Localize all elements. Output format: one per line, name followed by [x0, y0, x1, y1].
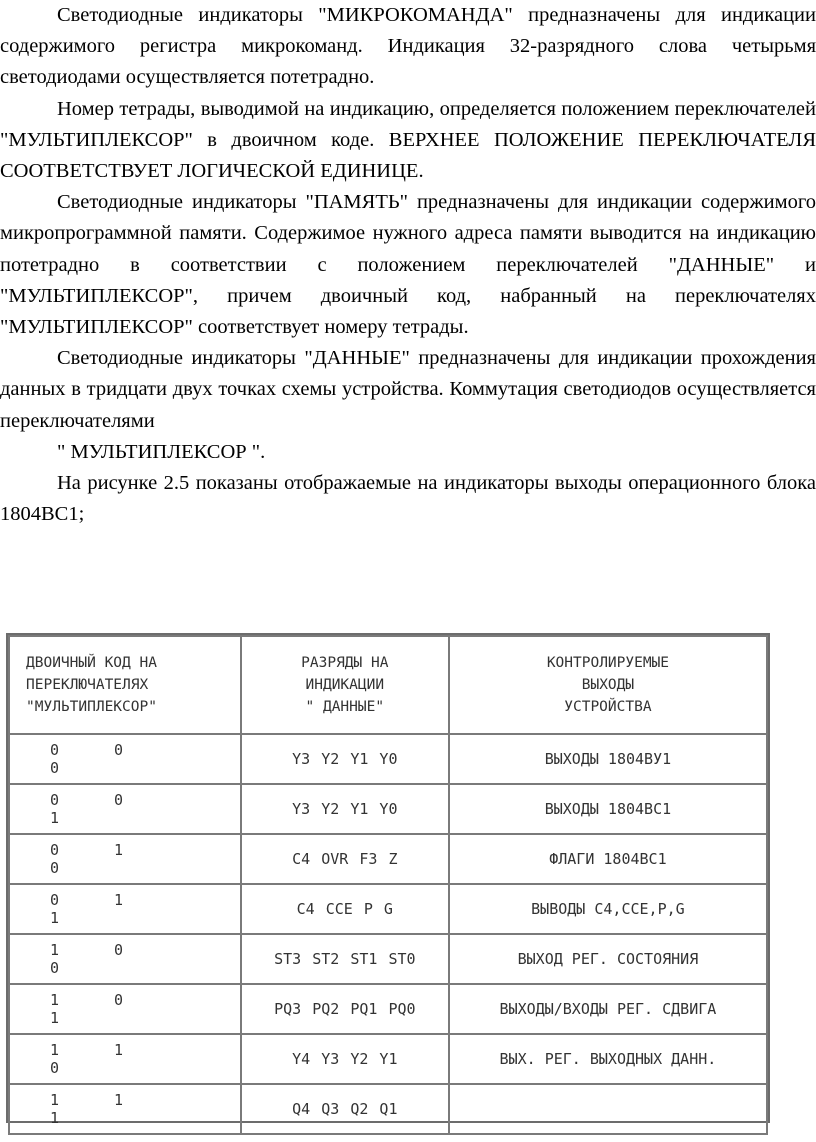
binary-code-cell: 1 01	[9, 984, 241, 1034]
table-row	[9, 1084, 767, 1134]
binary-code-cell: 0 11	[9, 884, 241, 934]
outputs-cell: ВЫХ. РЕГ. ВЫХОДНЫХ ДАНН.	[449, 1034, 767, 1084]
paragraph-multiplexer-position: Номер тетрады, выводимой на индикацию, определяется положением переключателей "МУЛЬТИПЛЕКСОР" в двоичном коде. ВЕРХНЕЕ ПОЛОЖЕНИЕ ПЕРЕКЛЮЧАТЕЛЯ СООТВЕТСТВУЕТ ЛОГИЧЕСКОЙ ЕДИНИЦЕ.	[0, 97, 816, 183]
binary-code-cell: 1 11	[9, 1084, 241, 1134]
data-bits-cell: C4 CCE P G	[241, 884, 449, 934]
data-bits-cell: Y3 Y2 Y1 Y0	[241, 784, 449, 834]
data-bits-cell: Y4 Y3 Y2 Y1	[241, 1034, 449, 1084]
paragraph-multiplexer-label: " МУЛЬТИПЛЕКСОР ".	[57, 440, 266, 463]
table-row	[9, 934, 767, 984]
table-row	[9, 834, 767, 884]
header-binary-code: ДВОИЧНЫЙ КОД НА ПЕРЕКЛЮЧАТЕЛЯХ "МУЛЬТИПЛЕКСОР"	[9, 636, 241, 734]
table-row	[9, 784, 767, 834]
outputs-cell: ВЫХОДЫ/ВХОДЫ РЕГ. СДВИГА	[449, 984, 767, 1034]
header-indication-bits: РАЗРЯДЫ НА ИНДИКАЦИИ " ДАННЫЕ"	[241, 636, 449, 734]
table-row	[9, 884, 767, 934]
outputs-cell: ФЛАГИ 1804ВС1	[449, 834, 767, 884]
document-text	[0, 0, 816, 530]
data-bits-cell: C4 OVR F3 Z	[241, 834, 449, 884]
table-row	[9, 1034, 767, 1084]
paragraph-microcommand: Светодиодные индикаторы "МИКРОКОМАНДА" предназначены для индикации содержимого регистра микрокоманд. Индикация 32-разрядного слова четырьмя светодиодами осуществляется потетрадно.	[0, 4, 816, 89]
outputs-cell: ВЫХОДЫ 1804ВУ1	[449, 734, 767, 784]
table-header-row	[9, 636, 767, 734]
data-bits-cell: ST3 ST2 ST1 ST0	[241, 934, 449, 984]
data-bits-cell: PQ3 PQ2 PQ1 PQ0	[241, 984, 449, 1034]
table-row	[9, 734, 767, 784]
binary-code-cell: 0 10	[9, 834, 241, 884]
outputs-cell: ВЫВОДЫ C4,CCE,P,G	[449, 884, 767, 934]
paragraph-figure-reference: На рисунке 2.5 показаны отображаемые на индикаторы выходы операционного блока 1804ВС1;	[0, 472, 816, 526]
binary-code-cell: 1 10	[9, 1034, 241, 1084]
header-controlled-outputs: КОНТРОЛИРУЕМЫЕ ВЫХОДЫ УСТРОЙСТВА	[449, 636, 767, 734]
paragraph-memory-indicators: Светодиодные индикаторы "ПАМЯТЬ" предназначены для индикации содержимого микропрограммной памяти. Содержимое нужного адреса памяти выводится на индикацию потетрадно в соответствии с положением переключателей "ДАННЫЕ" и "МУЛЬТИПЛЕКСОР", причем двоичный код, набранный на переключателях "МУЛЬТИПЛЕКСОР" соответствует номеру тетрады.	[0, 191, 816, 339]
multiplexer-table-figure	[6, 633, 770, 1127]
data-bits-cell: Y3 Y2 Y1 Y0	[241, 734, 449, 784]
data-bits-cell: Q4 Q3 Q2 Q1	[241, 1084, 449, 1134]
binary-code-cell: 0 00	[9, 734, 241, 784]
paragraph-data-indicators: Светодиодные индикаторы "ДАННЫЕ" предназначены для индикации прохождения данных в тридцати двух точках схемы устройства. Коммутация светодиодов осуществляется переключателями	[0, 347, 816, 432]
outputs-cell	[449, 1084, 767, 1134]
table-row	[9, 984, 767, 1034]
binary-code-cell: 0 01	[9, 784, 241, 834]
outputs-cell: ВЫХОД РЕГ. СОСТОЯНИЯ	[449, 934, 767, 984]
multiplexer-table	[8, 635, 768, 1135]
outputs-cell: ВЫХОДЫ 1804ВС1	[449, 784, 767, 834]
binary-code-cell: 1 00	[9, 934, 241, 984]
